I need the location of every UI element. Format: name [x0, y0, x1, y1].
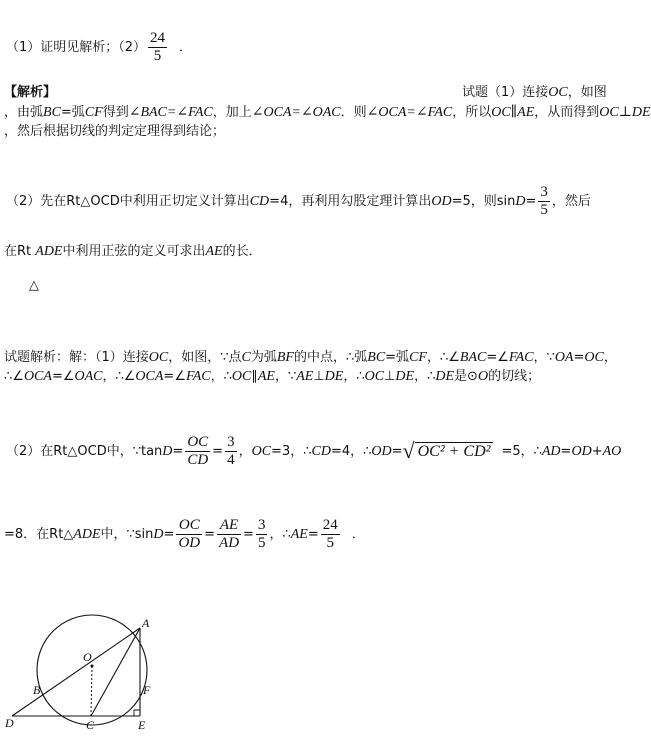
- analysis-text-run: ，从而得到: [534, 105, 600, 120]
- analysis-text-run: ，由弧: [4, 105, 44, 120]
- solution-text-run: ，∴: [414, 369, 436, 384]
- solution-text-run: ，∵: [533, 350, 555, 365]
- solution-text-run: ∴∠: [4, 369, 24, 384]
- analysis-heading: 【解析】: [4, 85, 57, 100]
- solution-text-run: DE: [395, 369, 415, 384]
- label-f: F: [143, 683, 151, 697]
- analysis-text-run: OC∥AE: [491, 105, 535, 120]
- analysis-text-run: ∠OCA=∠OAC: [251, 105, 341, 120]
- solution-text-run: ，∴: [210, 369, 232, 384]
- circle-o: [37, 615, 147, 725]
- line-da: [12, 628, 140, 716]
- solution-text-run: =∠: [51, 369, 75, 384]
- solution-text-run: CF: [409, 350, 427, 365]
- solution-text-run: ，∴∠: [426, 350, 460, 365]
- solution-text-run: 为弧: [250, 350, 277, 365]
- solution-text-run: 的中点，∴弧: [293, 350, 368, 365]
- solution-text-run: ，∴: [343, 369, 365, 384]
- line-oc: [91, 666, 92, 716]
- point-o: [91, 665, 94, 668]
- solution-text-run: =∠: [163, 369, 186, 384]
- analysis-text-run: ，加上: [212, 105, 252, 120]
- solution-text-run: =: [573, 350, 585, 365]
- ae-value-fraction: $\frac{24}{5}$: [322, 517, 338, 551]
- solution-text-run: =弧: [385, 350, 410, 365]
- right-angle-mark: [134, 710, 140, 716]
- fraction-denominator: 5: [153, 48, 162, 64]
- analysis-text-run: ∠BAC=∠FAC: [128, 105, 213, 120]
- solution-text-run: DE: [435, 369, 455, 384]
- solution-text-run: FAC: [185, 369, 211, 384]
- line-ac: [91, 628, 140, 716]
- solution-text-run: ，如图，∵点: [168, 350, 242, 365]
- solution-text-run: O: [477, 369, 489, 384]
- label-d: D: [5, 716, 14, 730]
- solution-text-run: OC: [231, 369, 252, 384]
- analysis-paragraph-2: （2）先在Rt△OCD中利用正切定义计算出CD=4，再利用勾股定理计算出OD=5，则sinD= $\frac{3}{5}$ ，然后: [6, 184, 591, 218]
- analysis-text-run: ，所以: [452, 105, 492, 120]
- solution-text-run: ，∵: [274, 369, 297, 384]
- sin-ratio-2: $\frac{AE}{AD}$: [219, 517, 240, 551]
- analysis-text-run: BC: [43, 105, 61, 120]
- label-b: B: [33, 683, 41, 697]
- solution-paragraph-2: （2）在Rt△OCD中，∵tanD= $\frac{OC}{CD}$ = $\frac{3}{4}$ ，OC=3，∴CD=4，∴OD=√ OC² + CD² =5，∴AD=OD+AO: [6, 428, 621, 475]
- analysis-text-run: CF: [84, 105, 103, 120]
- solution-text-run: OC: [148, 350, 169, 365]
- label-e: E: [138, 718, 146, 732]
- analysis-text-run: ．则: [340, 105, 367, 120]
- solution-text-run: C: [241, 350, 251, 365]
- solution-text-run: DE: [324, 369, 344, 384]
- sin-fraction: $\frac{3}{5}$: [540, 184, 548, 218]
- analysis-text-run: 得到: [102, 105, 129, 120]
- solution-text-run: ⊥: [384, 369, 396, 384]
- solution-text-run: ⊥: [313, 369, 325, 384]
- solution-text-run: OC: [364, 369, 385, 384]
- solution-line-1: [4, 350, 617, 366]
- solution-text-run: ，: [603, 350, 617, 365]
- geometry-figure: [0, 606, 170, 751]
- triangle-symbol: △: [29, 278, 39, 293]
- sin-ratio-1: $\frac{OC}{OD}$: [178, 517, 201, 551]
- solution-text-run: OCA: [23, 369, 52, 384]
- analysis-text-run: ∠OCA=∠FAC: [366, 105, 453, 120]
- analysis-paragraph-3: 在Rt ADE中利用正弦的定义可求出AE的长．: [4, 244, 262, 259]
- solution-text-run: 是⊙: [454, 369, 478, 384]
- solution-text-run: AE: [296, 369, 314, 384]
- solution-text-run: OAC: [74, 369, 103, 384]
- analysis-text-run: =弧: [60, 105, 85, 120]
- solution-text-run: FAC: [508, 350, 534, 365]
- solution-text-run: 的切线；: [488, 369, 541, 384]
- answer-suffix: ．: [179, 40, 193, 55]
- sqrt-expression: √ OC² + CD²: [403, 428, 494, 475]
- answer-line: [6, 30, 192, 65]
- solution-text-run: OA: [554, 350, 574, 365]
- solution-paragraph-3: =8．在Rt△ADE中，∵sinD= $\frac{OC}{OD}$ = $\frac{AE}{AD}$ = $\frac{3}{5}$ ，∴AE= $\frac{24}{5}$ ．: [4, 517, 365, 551]
- answer-prefix: （1）证明见解析；（2）: [6, 40, 147, 55]
- label-c: C: [86, 718, 95, 732]
- solution-text-run: 试题解析：解：（1）连接: [4, 350, 149, 365]
- solution-text-run: BF: [276, 350, 294, 365]
- solution-text-run: OCA: [135, 369, 164, 384]
- label-o: O: [83, 650, 92, 664]
- fraction-numerator: 24: [150, 30, 166, 46]
- solution-text-run: OC: [584, 350, 604, 365]
- analysis-text-run: OC⊥DE: [599, 105, 651, 120]
- tan-fraction: $\frac{OC}{CD}$: [187, 434, 209, 468]
- solution-text-run: AE: [257, 369, 275, 384]
- solution-text-run: ∥: [251, 369, 258, 384]
- answer-fraction: [148, 30, 167, 65]
- sin-ratio-value: $\frac{3}{5}$: [257, 517, 266, 551]
- analysis-line-3: ，然后根据切线的判定定理得到结论；: [4, 124, 226, 139]
- tan-value-fraction: $\frac{3}{4}$: [227, 434, 235, 468]
- solution-text-run: =∠: [486, 350, 509, 365]
- solution-text-run: BC: [367, 350, 386, 365]
- solution-text-run: BAC: [459, 350, 487, 365]
- label-a: A: [142, 616, 150, 630]
- solution-text-run: ，∴∠: [102, 369, 136, 384]
- analysis-line-1-right: 试题（1）连接OC，如图: [462, 85, 607, 100]
- analysis-line-2: [4, 105, 651, 121]
- solution-line-2: [4, 369, 540, 385]
